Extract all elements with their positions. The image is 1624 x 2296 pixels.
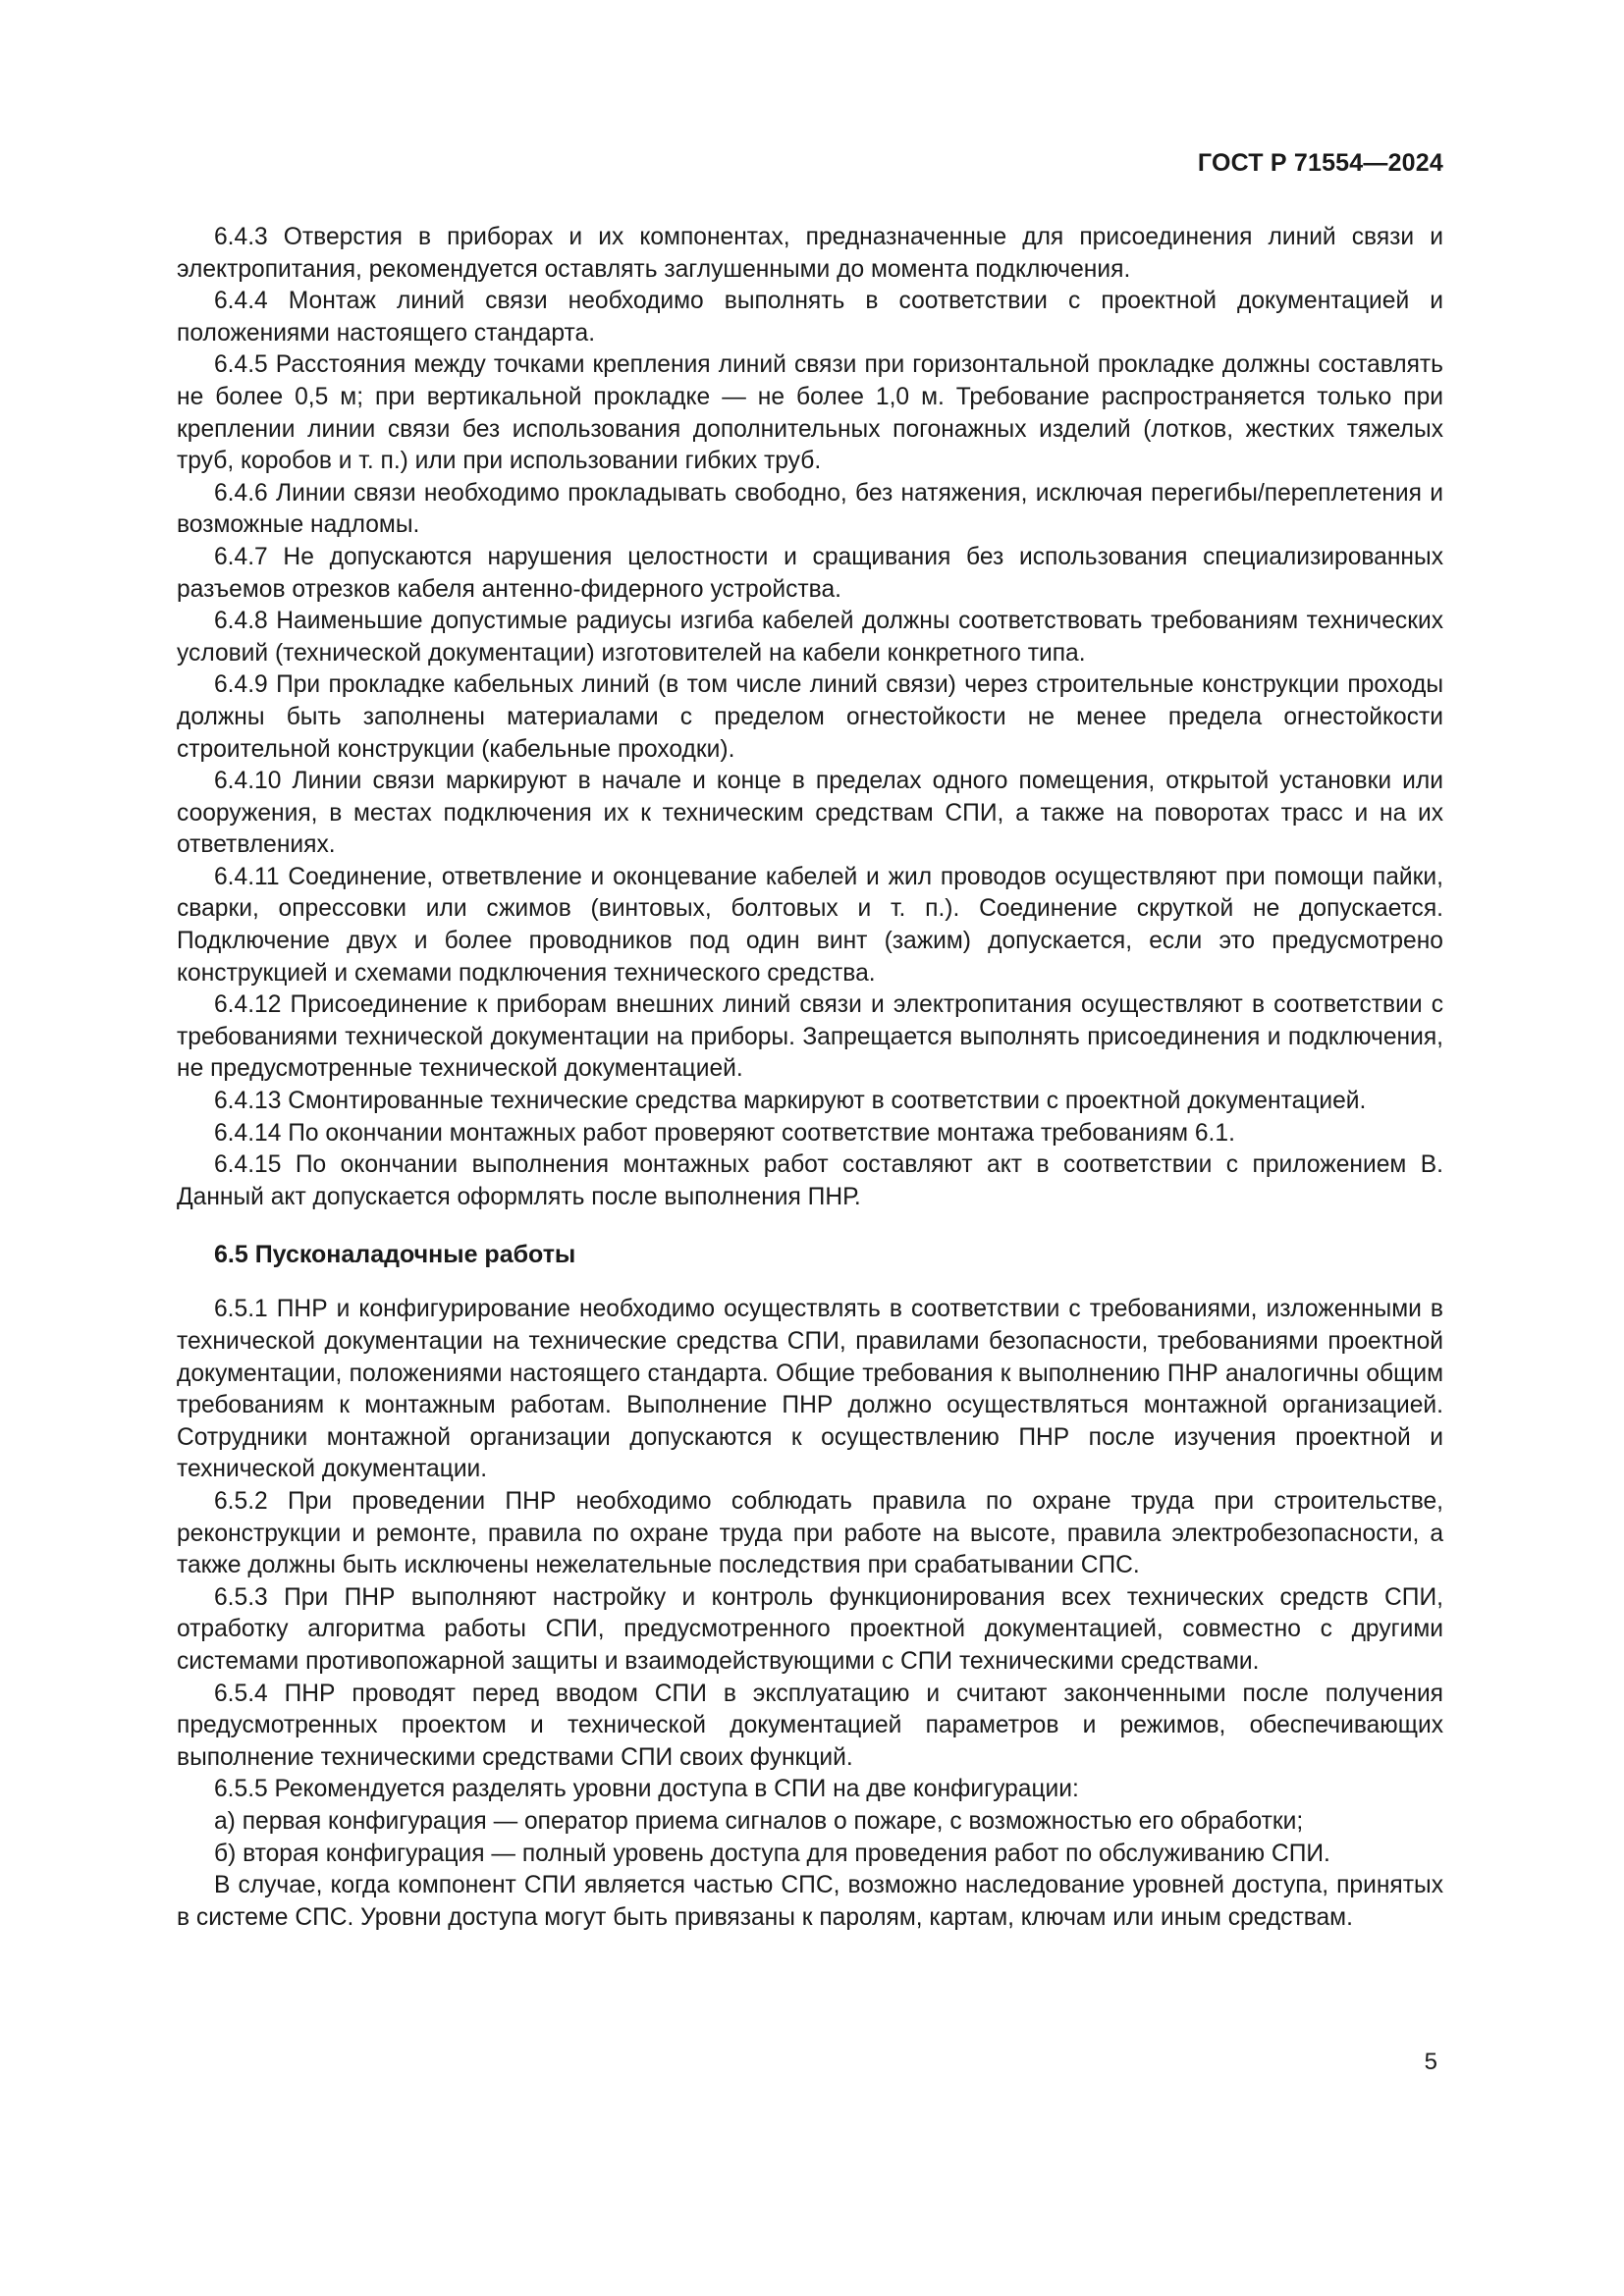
document-header-id: ГОСТ Р 71554—2024	[1197, 149, 1443, 177]
paragraph-6-4-8: 6.4.8 Наименьшие допустимые радиусы изгиба кабелей должны соответствовать требованиям технических условий (технической документации) изготовителей на кабели конкретного типа.	[177, 608, 1443, 667]
paragraph-6-4-10: 6.4.10 Линии связи маркируют в начале и конце в пределах одного помещения, открытой установки или сооружения, в местах подключения их к техническим средствам СПИ, а также на поворотах трасс и на их ответвлениях.	[177, 768, 1443, 859]
paragraph-6-4-13: 6.4.13 Смонтированные технические средства маркируют в соответствии с проектной документацией.	[214, 1088, 1367, 1115]
paragraph-6-4-4: 6.4.4 Монтаж линий связи необходимо выполнять в соответствии с проектной документацией и положениями настоящего стандарта.	[177, 288, 1443, 347]
list-item-b: б) вторая конфигурация — полный уровень доступа для проведения работ по обслуживанию СПИ.	[214, 1840, 1330, 1867]
paragraph-6-4-15: 6.4.15 По окончании выполнения монтажных работ составляют акт в соответствии с приложением В. Данный акт допускается оформлять после выполнения ПНР.	[177, 1151, 1443, 1210]
paragraph-6-4-12: 6.4.12 Присоединение к приборам внешних линий связи и электропитания осуществляют в соответствии с требованиями технической документации на приборы. Запрещается выполнять присоединения и подключения, не предусмотренные технической документацией.	[177, 991, 1443, 1083]
paragraph-6-4-5: 6.4.5 Расстояния между точками крепления линий связи при горизонтальной прокладке должны составлять не более 0,5 м; при вертикальной прокладке — не более 1,0 м. Требование распространяется только при креплении линии связи без использования дополнительных погонажных изделий (лотков, жестких тяжелых труб, коробов и т. п.) или при использовании гибких труб.	[177, 351, 1443, 475]
paragraph-6-5-4: 6.5.4 ПНР проводят перед вводом СПИ в эксплуатацию и считают законченными после получения предусмотренных проектом и технической документацией параметров и режимов, обеспечивающих выполнение техническими средствами СПИ своих функций.	[177, 1680, 1443, 1771]
paragraph-6-5-2: 6.5.2 При проведении ПНР необходимо соблюдать правила по охране труда при строительстве, реконструкции и ремонте, правила по охране труда при работе на высоте, правила электробезопасности, а также должны быть исключены нежелательные последствия при срабатывании СПС.	[177, 1487, 1443, 1579]
paragraph-6-4-9: 6.4.9 При прокладке кабельных линий (в том числе линий связи) через строительные конструкции проходы должны быть заполнены материалами с пределом огнестойкости не менее предела огнестойкости строительной конструкции (кабельные проходки).	[177, 671, 1443, 763]
paragraph-6-5-1: 6.5.1 ПНР и конфигурирование необходимо осуществлять в соответствии с требованиями, изложенными в технической документации на технические средства СПИ, правилами безопасности, требованиями проектной документации, положениями настоящего стандарта. Общие требования к выполнению ПНР аналогичны общим требованиям к монтажным работам. Выполнение ПНР должно осуществляться монтажной организацией. Сотрудники монтажной организации допускаются к осуществлению ПНР после изучения проектной и технической документации.	[177, 1296, 1443, 1483]
paragraph-6-5-5: 6.5.5 Рекомендуется разделять уровни доступа в СПИ на две конфигурации:	[214, 1776, 1079, 1803]
paragraph-6-4-7: 6.4.7 Не допускаются нарушения целостности и сращивания без использования специализированных разъемов отрезков кабеля антенно-фидерного устройства.	[177, 543, 1443, 603]
paragraph-access-levels: В случае, когда компонент СПИ является частью СПС, возможно наследование уровней доступа, принятых в системе СПС. Уровни доступа могут быть привязаны к паролям, картам, ключам или иным средствам.	[177, 1872, 1443, 1931]
page-body	[177, 222, 1443, 1934]
list-item-a: а) первая конфигурация — оператор приема сигналов о пожаре, с возможностью его обработки;	[214, 1807, 1304, 1835]
paragraph-6-4-14: 6.4.14 По окончании монтажных работ проверяют соответствие монтажа требованиям 6.1.	[214, 1119, 1235, 1147]
paragraph-6-4-6: 6.4.6 Линии связи необходимо прокладывать свободно, без натяжения, исключая перегибы/переплетения и возможные надломы.	[177, 479, 1443, 539]
paragraph-6-5-3: 6.5.3 При ПНР выполняют настройку и контроль функционирования всех технических средств СПИ, отработку алгоритма работы СПИ, предусмотренного проектной документацией, совместно с другими системами противопожарной защиты и взаимодействующими с СПИ техническими средствами.	[177, 1583, 1443, 1675]
page-number: 5	[1424, 2049, 1437, 2075]
section-heading-6-5: 6.5 Пусконаладочные работы	[214, 1241, 576, 1269]
paragraph-6-4-3: 6.4.3 Отверстия в приборах и их компонентах, предназначенные для присоединения линий связи и электропитания, рекомендуется оставлять заглушенными до момента подключения.	[177, 224, 1443, 283]
paragraph-6-4-11: 6.4.11 Соединение, ответвление и оконцевание кабелей и жил проводов осуществляют при помощи пайки, сварки, опрессовки или сжимов (винтовых, болтовых и т. п.). Соединение скруткой не допускается. Подключение двух и более проводников под один винт (зажим) допускается, если это предусмотрено конструкцией и схемами подключения технического средства.	[177, 863, 1443, 987]
